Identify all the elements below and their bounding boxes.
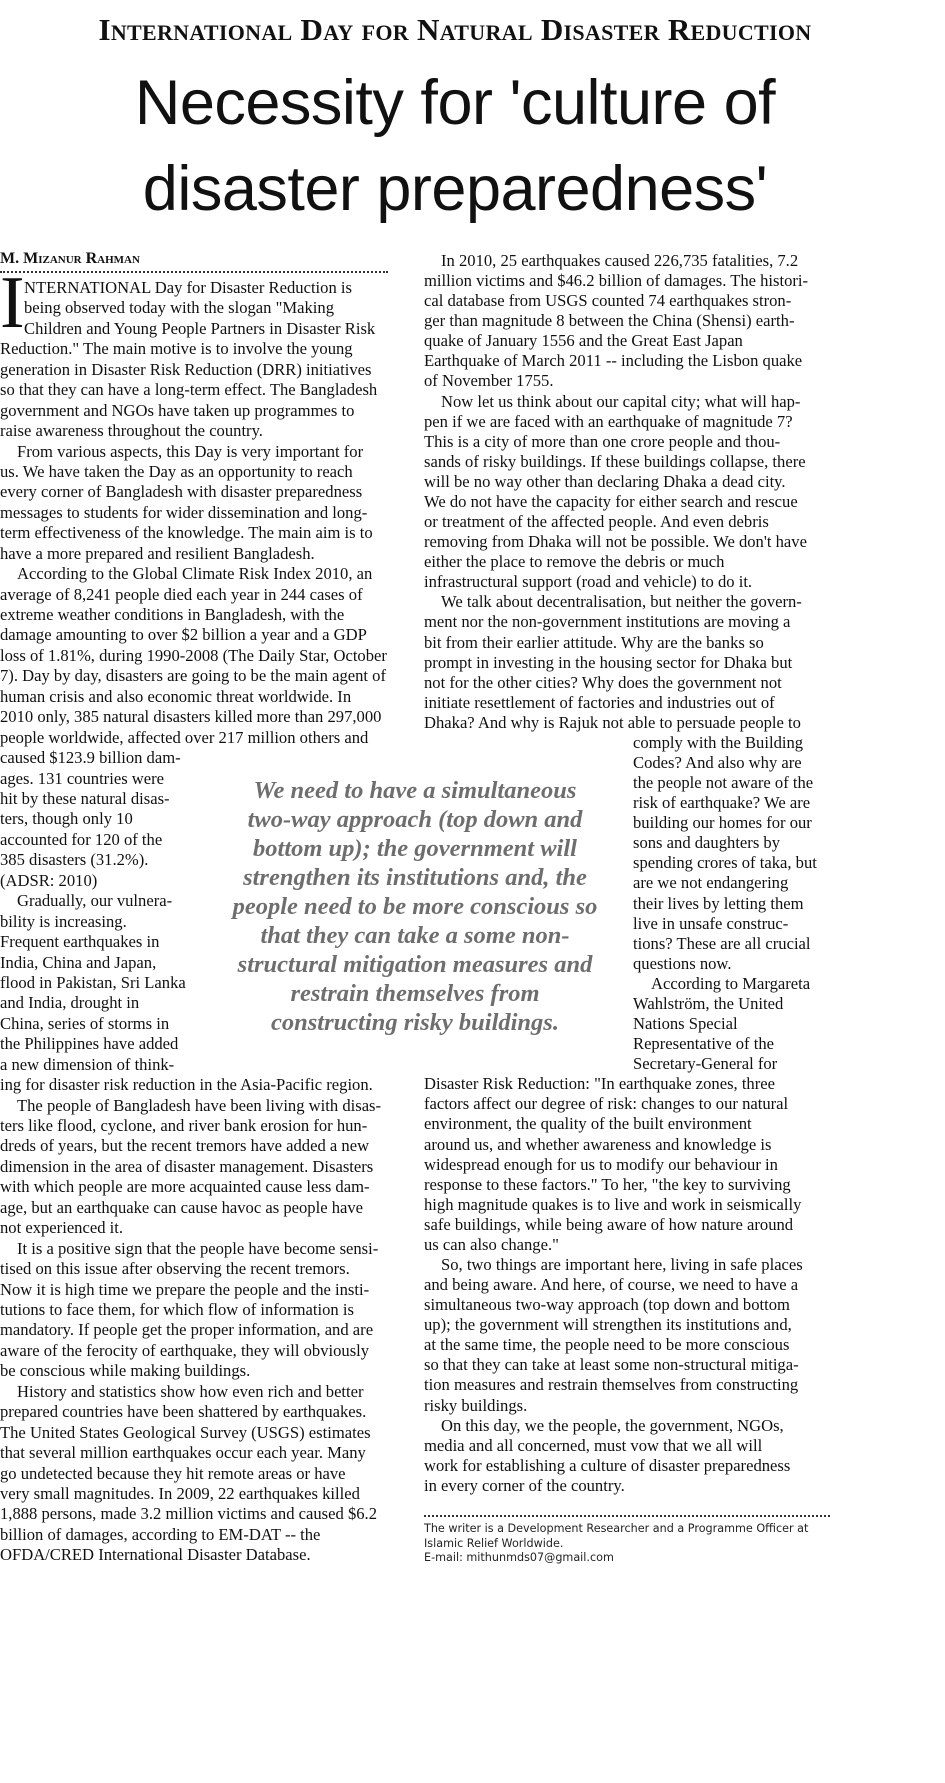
article-line: ages. 131 countries were — [0, 768, 165, 788]
article-line: spending crores of taka, but — [633, 853, 817, 873]
article-line: Disaster Risk Reduction: "In earthquake zones, three — [424, 1074, 775, 1094]
article-line: or treatment of the affected people. And even debris — [424, 512, 769, 532]
article-line: extreme weather conditions in Bangladesh, with the — [0, 605, 345, 625]
article-line: dreds of years, but the recent tremors have added a new — [0, 1136, 370, 1156]
byline: M. Mizanur Rahman — [0, 250, 140, 267]
article-line: up); the government will strengthen its institutions and, — [424, 1315, 792, 1335]
article-line: ing for disaster risk reduction in the Asia-Pacific region. — [0, 1075, 373, 1095]
article-line: risk of earthquake? We are — [633, 793, 811, 813]
article-line: messages to students for wider dissemination and long- — [0, 502, 368, 522]
section-kicker: International Day for Natural Disaster Reduction — [98, 12, 812, 47]
article-line: questions now. — [633, 953, 732, 973]
article-line: work for establishing a culture of disaster preparedness — [424, 1455, 791, 1475]
article-line: the Philippines have added — [0, 1034, 179, 1054]
article-line: caused $123.9 billion dam- — [0, 748, 181, 768]
pull-quote-line: that they can take a some non- — [260, 922, 570, 949]
pull-quote-line: We need to have a simultaneous — [253, 777, 577, 804]
article-line: 1,888 persons, made 3.2 million victims and caused $6.2 — [0, 1504, 377, 1524]
article-line: Children and Young People Partners in Disaster Risk — [24, 318, 376, 338]
article-line: government and NGOs have taken up programmes to — [0, 400, 355, 420]
article-line: removing from Dhaka will not be possible. We don't have — [424, 532, 807, 552]
article-line: We do not have the capacity for either search and rescue — [424, 491, 798, 511]
article-line: media and all concerned, must vow that we all will — [424, 1435, 763, 1455]
article-line: Representative of the — [633, 1034, 774, 1054]
article-line: building our homes for our — [633, 813, 812, 833]
article-line: bit from their earlier attitude. Why are the banks so — [424, 632, 764, 652]
article-line: According to Margareta — [651, 973, 811, 993]
author-bio-line-2: Islamic Relief Worldwide. — [424, 1536, 564, 1550]
article-line: will be no way other than declaring Dhaka a dead city. — [424, 471, 786, 491]
article-line: accounted for 120 of the — [0, 829, 163, 849]
article-line: ters like flood, cyclone, and river bank erosion for hun- — [0, 1116, 368, 1136]
article-line: sands of risky buildings. If these buildings collapse, there — [424, 451, 806, 471]
article-line: either the place to remove the debris or much — [424, 552, 725, 572]
article-line: Codes? And also why are — [633, 753, 802, 772]
article-line: 2010 only, 385 natural disasters killed more than 297,000 — [0, 707, 382, 727]
article-line: The people of Bangladesh have been living with disas- — [17, 1095, 382, 1115]
article-line: simultaneous two-way approach (top down and bottom — [424, 1295, 790, 1315]
article-line: comply with the Building — [633, 732, 804, 752]
author-email: E-mail: mithunmds07@gmail.com — [424, 1551, 614, 1564]
article-line: live in unsafe construc- — [633, 913, 789, 933]
pull-quote-line: people need to be more conscious so — [232, 893, 598, 920]
pull-quote — [205, 776, 625, 1037]
article-line: History and statistics show how even rich and better — [17, 1381, 364, 1401]
article-line: Dhaka? And why is Rajuk not able to persuade people to — [424, 712, 801, 732]
headline-line-2: disaster preparedness' — [142, 154, 768, 224]
article-line: that several million earthquakes occur each year. Many — [0, 1443, 366, 1463]
article-line: cal database from USGS counted 74 earthquakes stron- — [424, 291, 792, 311]
article-line: high magnitude quakes is to live and work in seismically — [424, 1194, 802, 1214]
article-line: go undetected because they hit remote areas or have — [0, 1463, 346, 1483]
article-line: billion of damages, according to EM-DAT -- the — [0, 1524, 321, 1544]
article-line: risky buildings. — [424, 1395, 528, 1415]
article-line: (ADSR: 2010) — [0, 870, 98, 890]
article-line: not for the other cities? Why does the government not — [424, 672, 782, 692]
article-line: ters, though only 10 — [0, 809, 133, 829]
article-line: of November 1755. — [424, 371, 554, 391]
pull-quote-line: bottom up); the government will — [253, 835, 577, 862]
article-line: In 2010, 25 earthquakes caused 226,735 fatalities, 7.2 — [441, 251, 799, 270]
article-line: with which people are more acquainted cause less dam- — [0, 1177, 370, 1197]
article-line: So, two things are important here, living in safe places — [441, 1255, 803, 1274]
article-line: are we not endangering — [633, 873, 789, 893]
article-line: safe buildings, while being aware of how nature around — [424, 1214, 794, 1234]
article-line: quake of January 1556 and the Great East Japan — [424, 331, 743, 351]
article-line: On this day, we the people, the government, NGOs, — [441, 1415, 784, 1435]
article-line: people worldwide, affected over 217 million others and — [0, 727, 369, 747]
article-line: average of 8,241 people died each year in 244 cases of — [0, 584, 363, 604]
article-line: Gradually, our vulnera- — [17, 891, 173, 911]
article-line: It is a positive sign that the people have become sensi- — [17, 1238, 379, 1258]
article-line: initiate resettlement of factories and industries out of — [424, 692, 775, 712]
article-line: loss of 1.81%, during 1990-2008 (The Daily Star, October — [0, 645, 387, 665]
article-line: at the same time, the people need to be more conscious — [424, 1335, 790, 1355]
article-line: around us, and whether awareness and knowledge is — [424, 1134, 772, 1154]
article-line: China, series of storms in — [0, 1013, 170, 1033]
article-line: Now it is high time we prepare the people and the insti- — [0, 1279, 370, 1299]
article-line: sons and daughters by — [633, 833, 781, 853]
article-line: India, China and Japan, — [0, 952, 157, 972]
article-line: very small magnitudes. In 2009, 22 earthquakes killed — [0, 1483, 360, 1503]
article-line: flood in Pakistan, Sri Lanka — [0, 972, 186, 992]
article-line: every corner of Bangladesh with disaster preparedness — [0, 482, 363, 502]
article-line: We talk about decentralisation, but neither the govern- — [441, 592, 802, 612]
article-line: This is a city of more than one crore people and thou- — [424, 431, 781, 451]
article-line: Frequent earthquakes in — [0, 932, 160, 952]
headline-line-1: Necessity for 'culture of — [134, 68, 776, 138]
article-line: tised on this issue after observing the recent tremors. — [0, 1259, 350, 1279]
article-line: ger than magnitude 8 between the China (Shensi) earth- — [424, 311, 795, 331]
article-line: Wahlström, the United — [633, 993, 784, 1013]
article-line: environment, the quality of the built environment — [424, 1114, 752, 1134]
article-line: Now let us think about our capital city; what will hap- — [441, 391, 801, 411]
article-line: generation in Disaster Risk Reduction (DRR) initiatives — [0, 359, 372, 379]
article-line: age, but an earthquake can cause havoc as people have — [0, 1197, 364, 1217]
article-line: and India, drought in — [0, 993, 140, 1013]
article-line: ment nor the non-government institutions are moving a — [424, 612, 791, 632]
article-line: tions? These are all crucial — [633, 933, 811, 953]
article-line: widespread enough for us to modify our behaviour in — [424, 1154, 778, 1174]
article-line: NTERNATIONAL Day for Disaster Reduction is — [24, 278, 352, 297]
author-bio-line-1: The writer is a Development Researcher and a Programme Officer at — [424, 1522, 809, 1535]
article-line: infrastructural support (road and vehicle) to do it. — [424, 572, 753, 592]
headline — [0, 60, 910, 232]
pull-quote-line: strengthen its institutions and, the — [243, 864, 587, 891]
article-line: 385 disasters (31.2%). — [0, 850, 149, 870]
author-footer — [424, 1522, 808, 1566]
article-line: pen if we are faced with an earthquake of magnitude 7? — [424, 411, 793, 431]
article-line: Secretary-General for — [633, 1054, 778, 1074]
byline-divider — [0, 271, 388, 273]
article-line: According to the Global Climate Risk Index 2010, an — [17, 564, 373, 584]
article-line: OFDA/CRED International Disaster Database. — [0, 1545, 311, 1565]
pull-quote-line: restrain themselves from — [290, 980, 540, 1007]
article-line: a new dimension of think- — [0, 1054, 175, 1074]
article-line: so that they can take at least some non-structural mitiga- — [424, 1355, 799, 1375]
article-line: prompt in investing in the housing sector for Dhaka but — [424, 652, 793, 672]
pull-quote-line: structural mitigation measures and — [237, 951, 593, 978]
article-line: term effectiveness of the knowledge. The main aim is to — [0, 523, 373, 543]
drop-cap: I — [0, 262, 25, 344]
article-line: hit by these natural disas- — [0, 789, 170, 808]
article-line: raise awareness throughout the country. — [0, 421, 263, 441]
article-line: prepared countries have been shattered by earthquakes. — [0, 1402, 367, 1422]
article-line: not experienced it. — [0, 1218, 124, 1238]
article-line: factors affect our degree of risk: changes to our natural — [424, 1094, 789, 1114]
article-line: and being aware. And here, of course, we need to have a — [424, 1275, 799, 1295]
article-line: 7). Day by day, disasters are going to be the main agent of — [0, 666, 386, 686]
article-line: dimension in the area of disaster management. Disasters — [0, 1156, 374, 1176]
article-line: tion measures and restrain themselves from constructing — [424, 1375, 799, 1395]
article-line: being observed today with the slogan "Making — [24, 298, 335, 318]
article-line: million victims and $46.2 billion of damages. The histori- — [424, 271, 809, 291]
article-line: their lives by letting them — [633, 893, 804, 913]
article-line: the people not aware of the — [633, 773, 814, 793]
article-line: us. We have taken the Day as an opportunity to reach — [0, 461, 353, 481]
article-line: human crisis and also economic threat worldwide. In — [0, 686, 352, 706]
article-line: aware of the ferocity of earthquake, they will obviously — [0, 1340, 370, 1360]
article-line: be conscious while making buildings. — [0, 1361, 251, 1381]
article-line: have a more prepared and resilient Bangladesh. — [0, 543, 315, 563]
pull-quote-line: two-way approach (top down and — [247, 806, 583, 833]
article-line: us can also change." — [424, 1234, 559, 1254]
article-line: bility is increasing. — [0, 911, 127, 931]
article-line: in every corner of the country. — [424, 1475, 625, 1495]
pull-quote-line: constructing risky buildings. — [271, 1009, 559, 1036]
article-line: Nations Special — [633, 1014, 738, 1034]
footer-divider — [424, 1515, 830, 1517]
article-line: response to these factors." To her, "the key to surviving — [424, 1174, 791, 1194]
article-line: tutions to face them, for which flow of information is — [0, 1300, 354, 1319]
article-line: damage amounting to over $2 billion a year and a GDP — [0, 625, 367, 645]
article-line: mandatory. If people get the proper information, and are — [0, 1320, 374, 1340]
article-line: Earthquake of March 2011 -- including the Lisbon quake — [424, 351, 803, 371]
article-line: The United States Geological Survey (USGS) estimates — [0, 1422, 371, 1442]
article-line: From various aspects, this Day is very important for — [17, 441, 364, 461]
article-line: Reduction." The main motive is to involve the young — [0, 339, 353, 359]
article-line: so that they can have a long-term effect. The Bangladesh — [0, 380, 378, 400]
